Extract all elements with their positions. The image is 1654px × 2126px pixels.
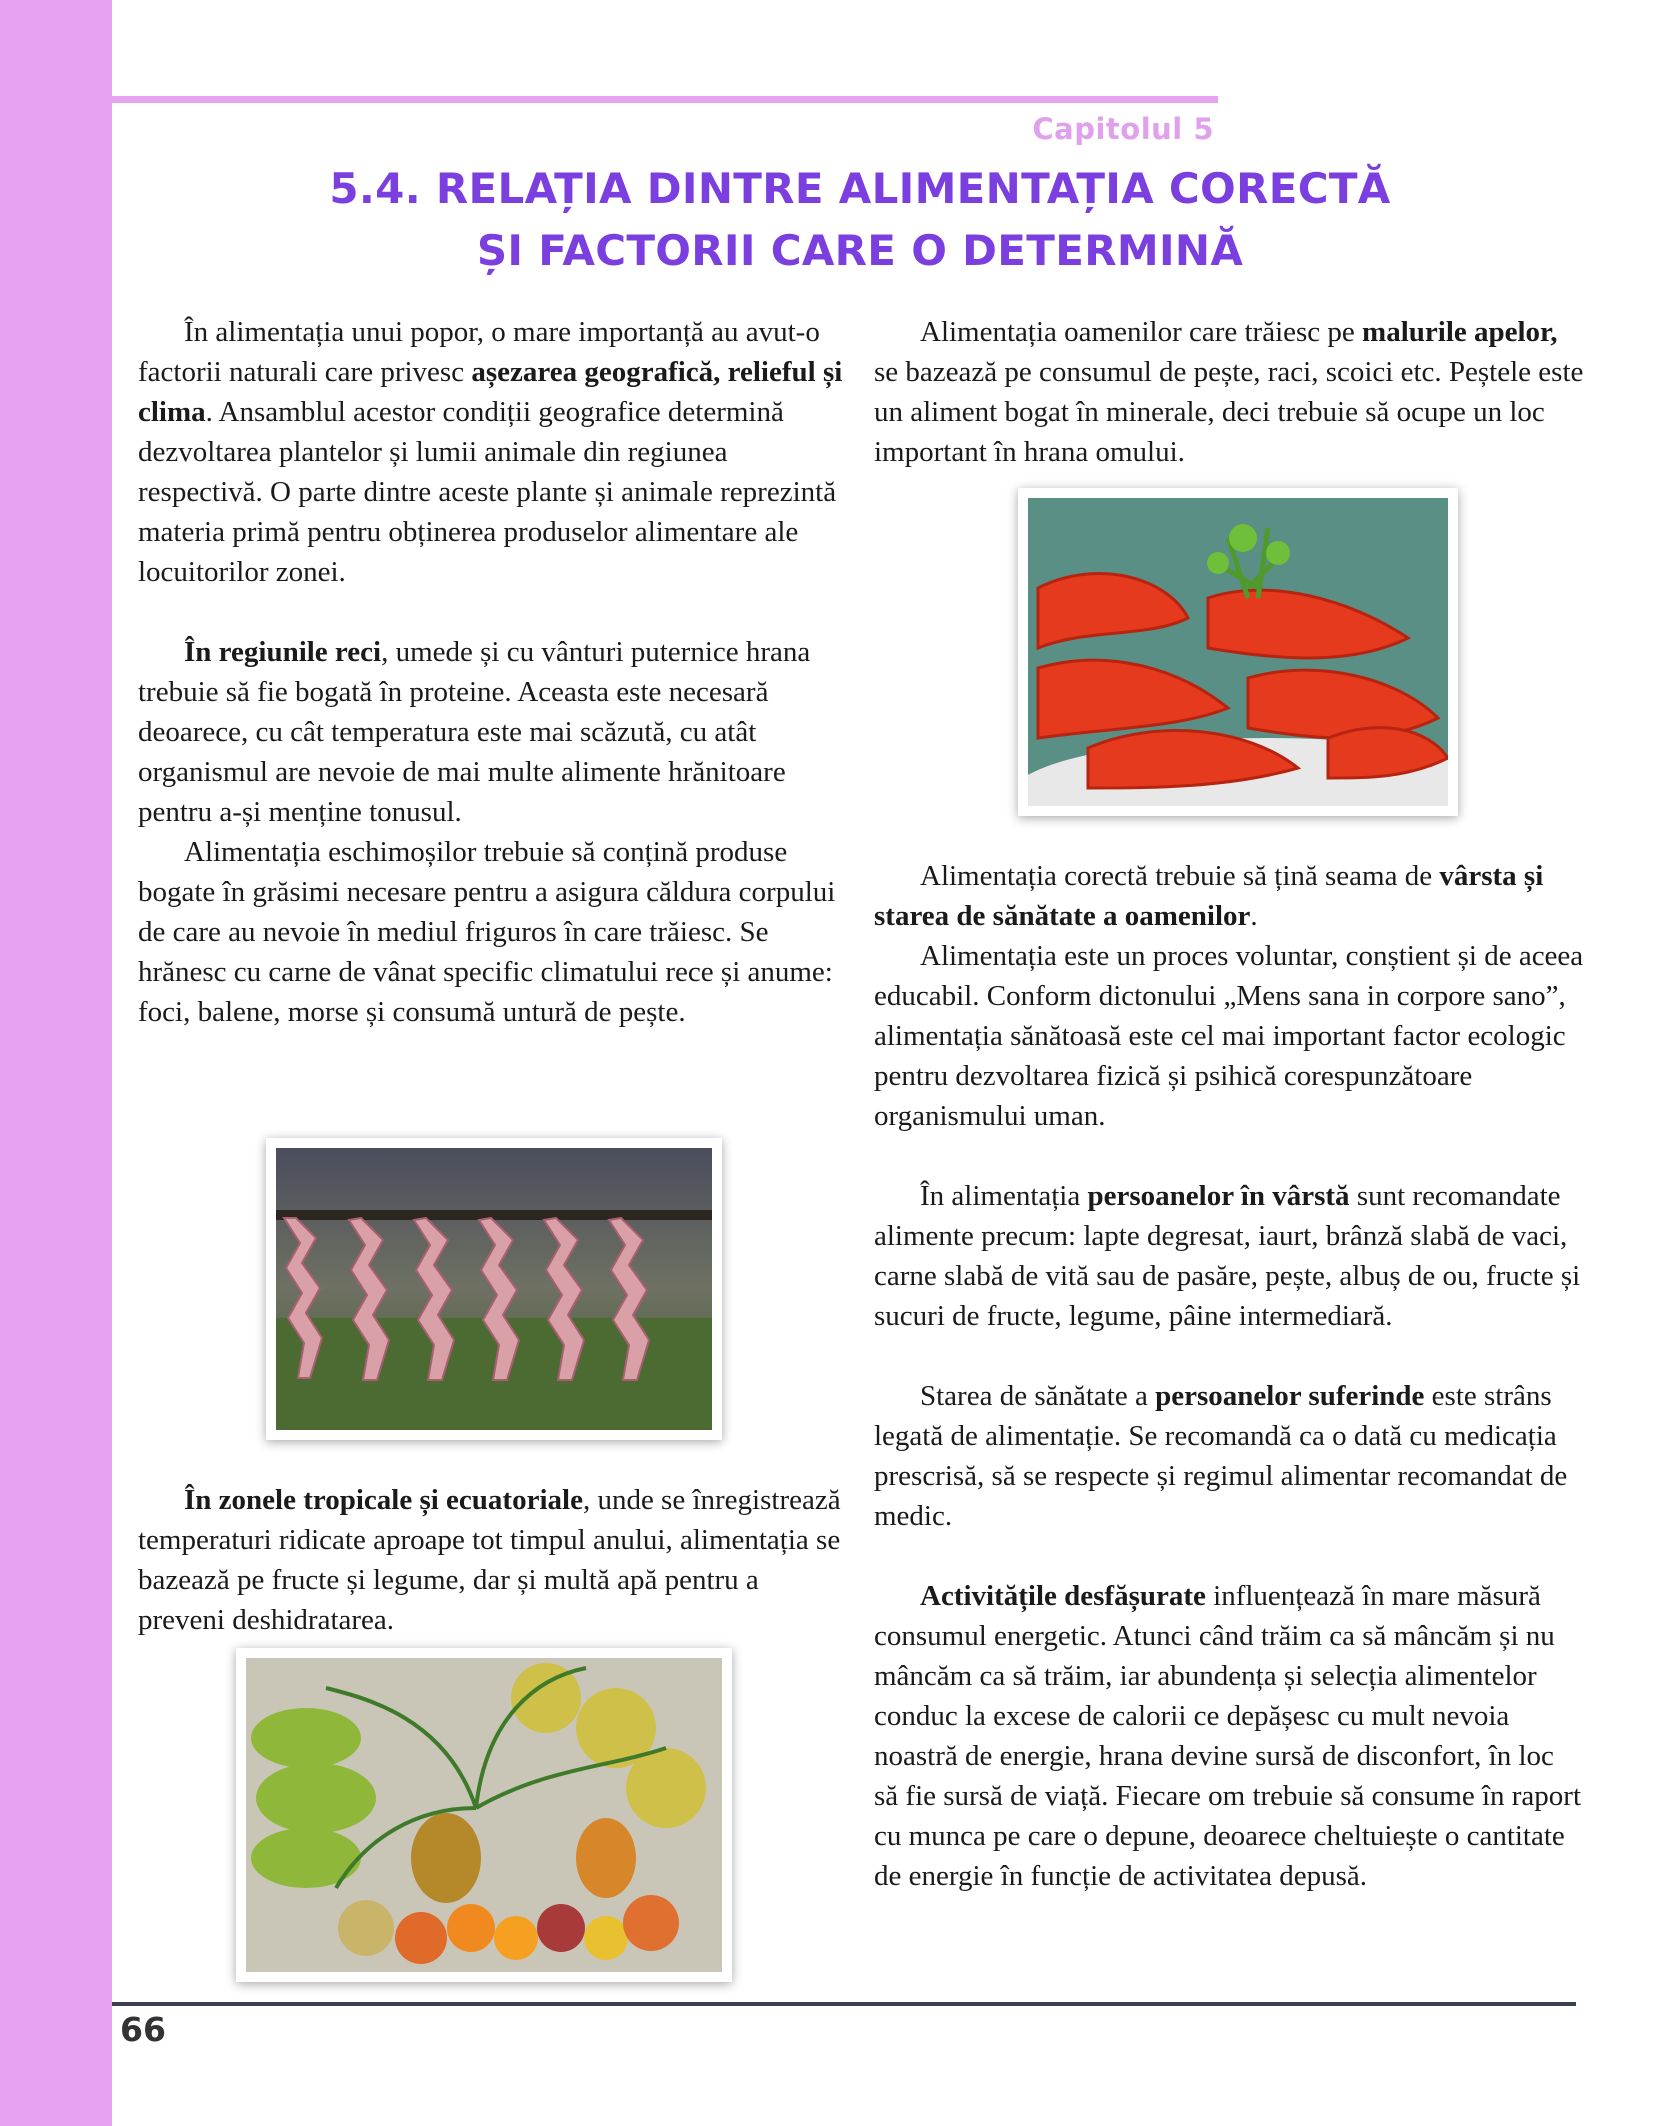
chapter-label: Capitolul 5 — [1032, 112, 1214, 146]
paragraph-eskimos: Alimentația eschimoșilor trebuie să conțină produse bogate în grăsimi necesare pentru a asigura căldura corpului de care au nevoie în mediul friguros în care trăiesc. Se hrănesc cu carne de vânat specific climatului rece și anume: foci, balene, morse și consumă untură de pește. — [138, 836, 836, 1028]
paragraph-tropical: În zonele tropicale și ecuatoriale, unde se înregistrează temperaturi ridicate aproape tot timpul anului, alimentația se bazează pe fructe și legume, dar și multă apă pentru a preveni deshidratarea. — [138, 1484, 841, 1636]
paragraph-elderly: În alimentația persoanelor în vârstă sunt recomandate alimente precum: lapte degresat, iaurt, brânză slabă de vaci, carne slabă de vită sau de pasăre, pește, albuș de ou, fructe și sucuri de fructe, legume, pâine intermediară. — [874, 1180, 1581, 1332]
page-number: 66 — [120, 2010, 166, 2049]
paragraph-mens-sana: Alimentația este un proces voluntar, conștient și de aceea educabil. Conform dictonului „Mens sana in corpore sano”, alimentația sănătoasă este cel mai important factor ecologic pentru dezvoltarea fizică și psihică corespunzătoare organismului uman. — [874, 940, 1584, 1132]
side-color-band — [0, 0, 112, 2126]
photo-dried-fish — [266, 1138, 722, 1440]
photo-shrimp-plate — [1018, 488, 1458, 816]
left-column-bottom — [138, 1480, 850, 1640]
paragraph-waterside: Alimentația oamenilor care trăiesc pe malurile apelor, se bazează pe consumul de pește, raci, scoici etc. Peștele este un aliment bogat în minerale, deci trebuie să ocupe un loc important în hrana omului. — [874, 316, 1584, 468]
top-rule — [112, 96, 1218, 103]
paragraph-sick: Starea de sănătate a persoanelor suferinde este strâns legată de alimentație. Se recomandă ca o dată cu medicația prescrisă, să se respecte și regimul alimentar recomandat de medic. — [874, 1380, 1568, 1532]
bottom-rule — [112, 2002, 1576, 2006]
right-column-top — [874, 312, 1584, 472]
right-column-bottom — [874, 856, 1584, 1896]
paragraph-age-health: Alimentația corectă trebuie să țină seama de vârsta și starea de sănătate a oamenilor. — [874, 860, 1544, 932]
title-line-2: ȘI FACTORII CARE O DETERMINĂ — [476, 226, 1244, 275]
paragraph-cold-regions: În regiunile reci, umede și cu vânturi puternice hrana trebuie să fie bogată în proteine. Aceasta este necesară deoarece, cu cât temperatura este mai scăzută, cu atât organismul are nevoie de mai multe alimente hrănitoare pentru a-și menține tonusul. — [138, 636, 811, 828]
page-title — [300, 158, 1420, 282]
paragraph-activities: Activitățile desfășurate influențează în mare măsură consumul energetic. Atunci când trăim ca să mâncăm și nu mâncăm ca să trăim, iar abundența și selecția alimentelor conduc la excese de calorii ce depășesc cu mult nevoia noastră de energie, hrana devine sursă de disconfort, în loc să fie sursă de viață. Fiecare om trebuie să consume în raport cu munca pe care o depune, deoarece cheltuiește o cantitate de energie în funcție de activitatea depusă. — [874, 1580, 1582, 1892]
paragraph-geography: În alimentația unui popor, o mare importanță au avut-o factorii naturali care privesc așezarea geografică, relieful și clima. Ansamblul acestor condiții geografice determină dezvoltarea plantelor și lumii animale din regiunea respectivă. O parte dintre aceste plante și animale reprezintă materia primă pentru obținerea produselor alimentare ale locuitorilor zonei. — [138, 316, 843, 588]
title-line-1: 5.4. RELAȚIA DINTRE ALIMENTAȚIA CORECTĂ — [329, 164, 1391, 213]
photo-tropical-fruits — [236, 1648, 732, 1982]
left-column-top — [138, 312, 850, 1032]
